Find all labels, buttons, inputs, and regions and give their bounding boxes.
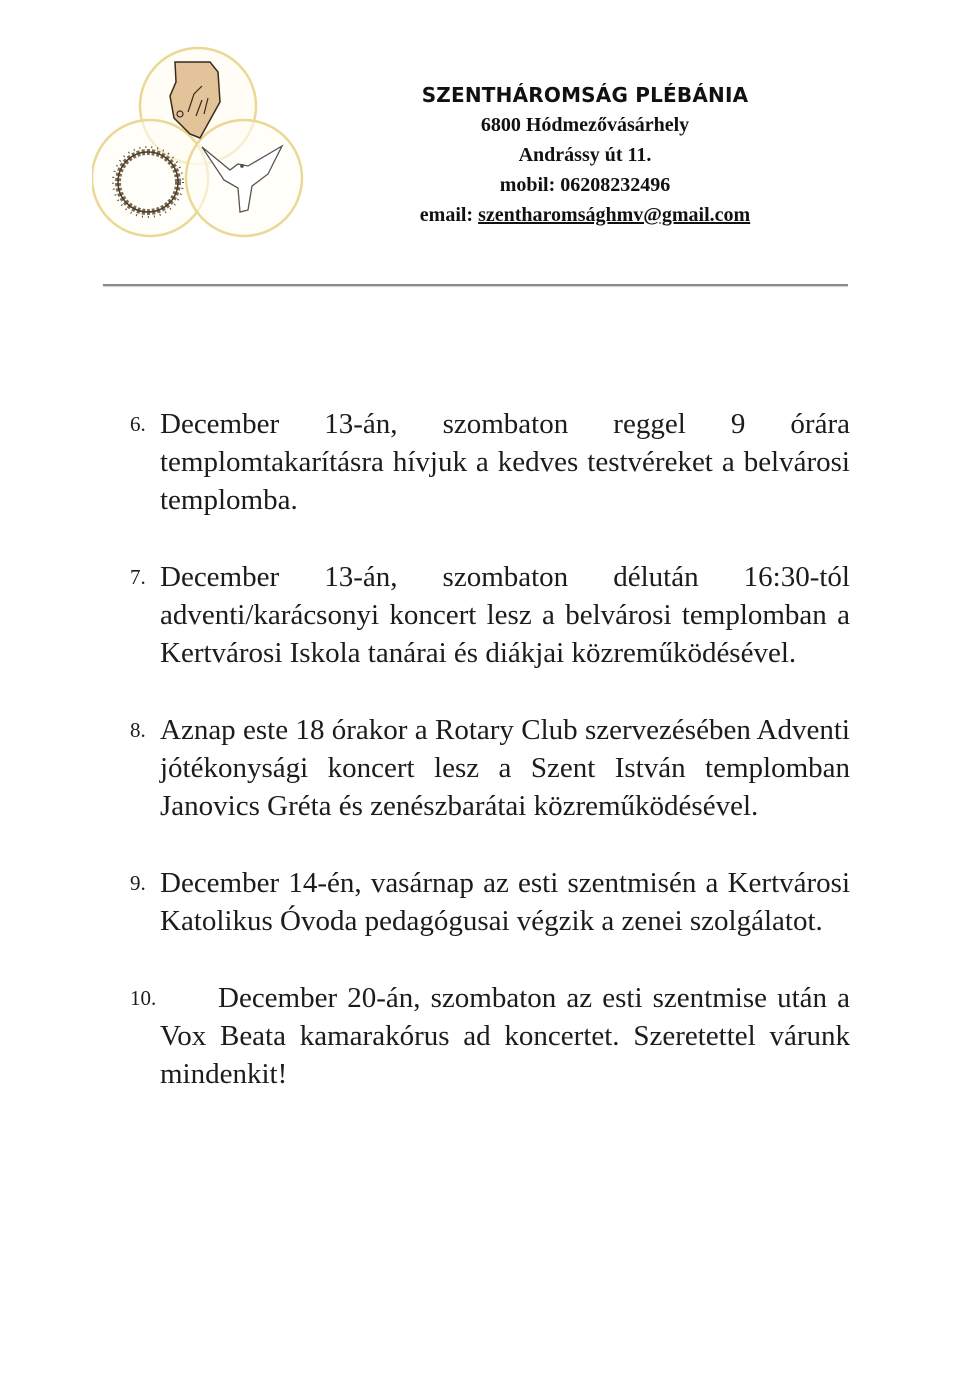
address-street: Andrássy út 11.: [518, 144, 652, 166]
address-city: 6800 Hódmezővásárhely: [480, 114, 690, 136]
parish-header: [380, 80, 790, 230]
organization-name: SZENTHÁROMSÁG PLÉBÁNIA: [421, 83, 749, 107]
item-number: 10.: [130, 986, 157, 1010]
item-number: 6.: [130, 412, 146, 436]
item-text: Aznap este 18 órakor a Rotary Club szervezésében Adventi jótékonysági koncert lesz a Szent István templomban Janovics Gréta és zenészbarátai közreműködésével.: [160, 714, 850, 822]
item-number: 7.: [130, 565, 146, 589]
parish-logo: [92, 42, 308, 240]
mobile-number: mobil: 06208232496: [499, 174, 671, 196]
item-text: December 14-én, vasárnap az esti szentmisén a Kertvárosi Katolikus Óvoda pedagógusai végzik a zenei szolgálatot.: [160, 867, 850, 937]
email-line: [380, 200, 790, 230]
item-number: 8.: [130, 718, 146, 742]
item-number: 9.: [130, 871, 146, 895]
announcement-item: [130, 558, 850, 672]
announcement-item: [130, 711, 850, 825]
announcement-item: [130, 864, 850, 940]
item-text: December 13-án, szombaton délután 16:30-tól adventi/karácsonyi koncert lesz a belvárosi templomban a Kertvárosi Iskola tanárai és diákjai közreműködésével.: [160, 561, 850, 669]
announcement-item: [130, 979, 850, 1093]
item-text: December 13-án, szombaton reggel 9 órára templomtakarításra hívjuk a kedves testvéreket a belvárosi templomba.: [160, 408, 850, 516]
header-divider: [103, 284, 848, 286]
item-text: December 20-án, szombaton az esti szentmise után a Vox Beata kamarakórus ad koncertet. Szeretettel várunk mindenkit!: [160, 982, 850, 1090]
announcement-list: [130, 405, 850, 1132]
email-label: email:: [419, 204, 479, 226]
announcement-item: [130, 405, 850, 519]
email-link[interactable]: szentharomsághmv@gmail.com: [478, 204, 751, 226]
